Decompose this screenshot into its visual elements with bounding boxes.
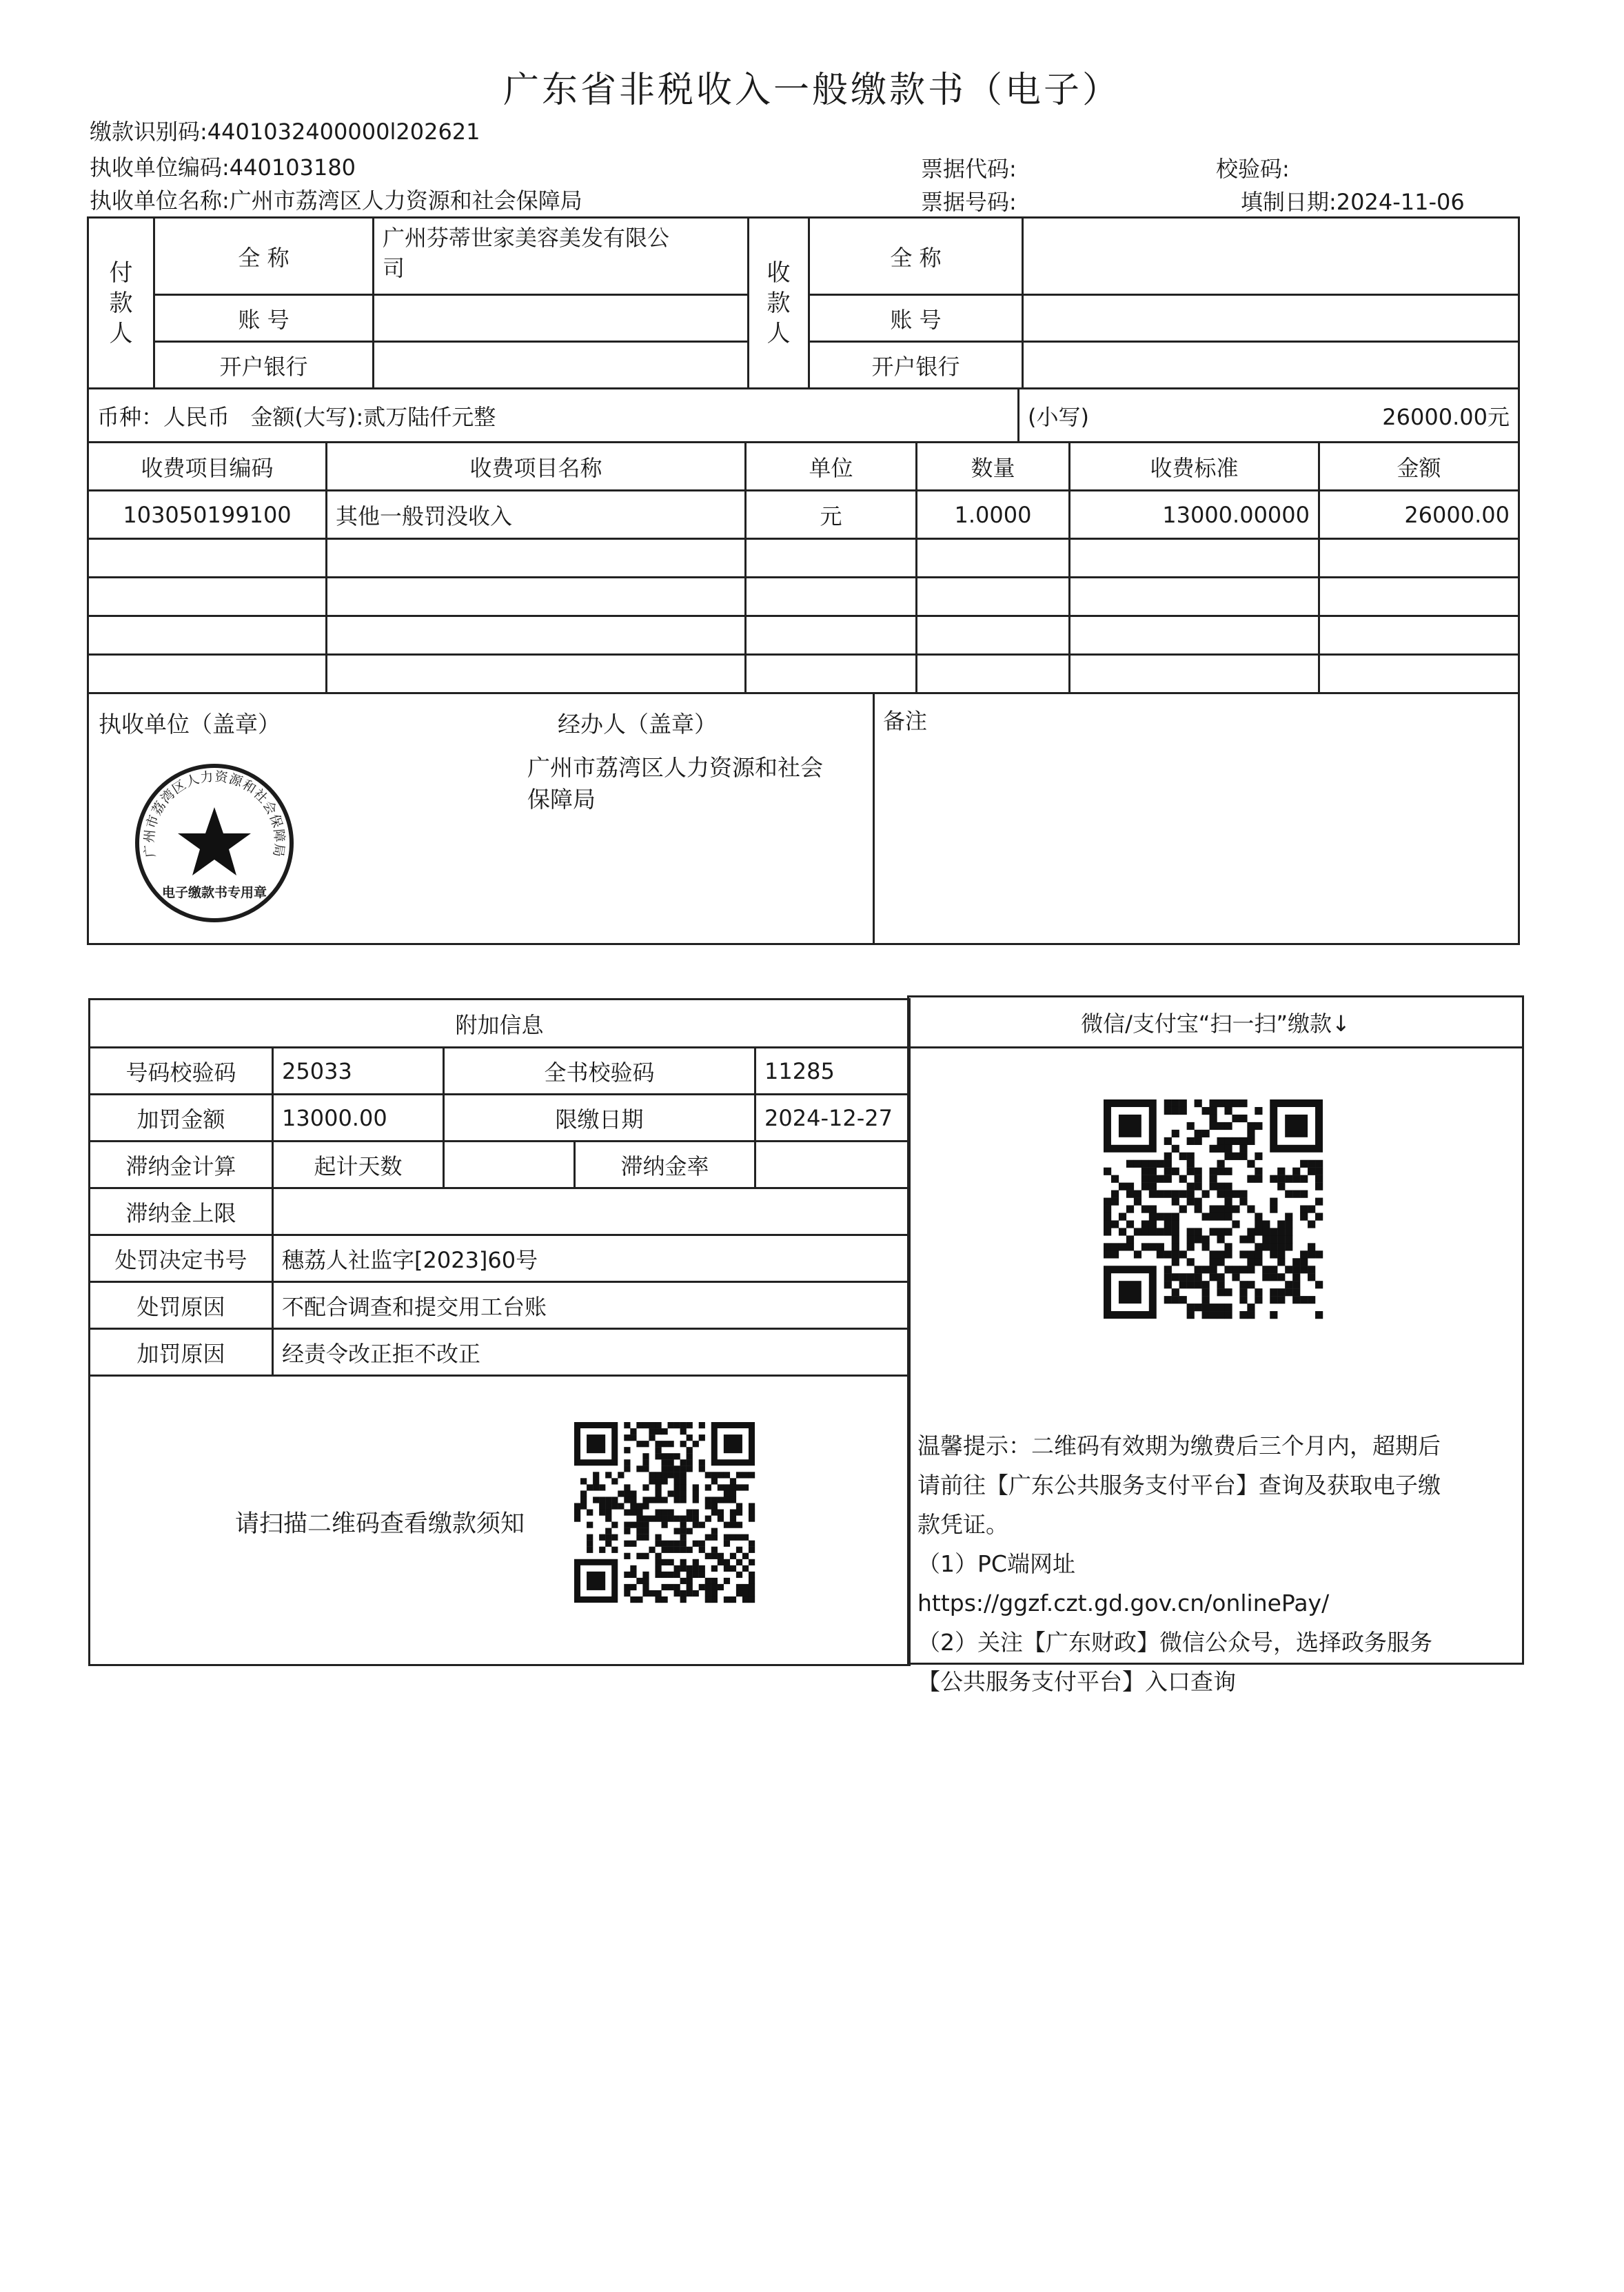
remark-label: 备注 [883,708,928,734]
col-header-quantity: 数量 [917,443,1070,491]
fill-date-line [1241,185,1465,216]
unit-code-label: 执收单位编码: [90,154,230,181]
sign-left-cell [88,693,874,944]
reason-label: 处罚原因 [90,1282,273,1329]
deadline-value: 2024-12-27 [755,1095,910,1142]
pay-hint [917,1426,1441,1701]
payer-name-line1: 广州芬蒂世家美容美发有限公 [383,225,670,251]
penalty-reason-value: 经责令改正拒不改正 [273,1329,910,1376]
pay-panel-table [907,995,1524,1695]
decision-value: 穗荔人社监字[2023]60号 [273,1235,910,1282]
table-row-empty [88,578,1519,616]
handler-name-line2: 保障局 [527,786,596,813]
bill-code-label: 票据代码: [921,156,1017,182]
handler-label: 经办人（盖章） [558,711,717,738]
late-cap-label: 滞纳金上限 [90,1188,273,1235]
payment-qr-code-icon[interactable] [1104,1099,1323,1319]
col-header-unit: 单位 [746,443,917,491]
payee-side-label: 收款人 [749,218,809,389]
payer-account-value [374,295,749,342]
notice-qr-cell [90,1376,910,1665]
amount-small-value: 26000.00元 [1382,403,1510,430]
num-check-value: 25033 [273,1048,444,1095]
payer-name-value [374,218,749,295]
col-header-name: 收费项目名称 [327,443,746,491]
check-code-line [1216,152,1290,183]
payee-account-value [1023,295,1519,342]
unit-code-line [90,150,356,182]
bill-code-line [921,152,1017,183]
payee-name-value [1023,218,1519,295]
table-row-empty [88,539,1519,578]
payee-bank-label: 开户银行 [809,342,1023,389]
document-title: 广东省非税收入一般缴款书（电子） [503,70,1121,111]
bill-no-label: 票据号码: [921,189,1017,215]
notice-qr-code-icon[interactable] [574,1422,755,1603]
late-rate-value [755,1142,910,1188]
unit-name-label: 执收单位名称: [90,187,230,214]
start-days-value [444,1142,575,1188]
items-table [87,441,1520,694]
fill-date-label: 填制日期: [1241,189,1337,215]
item-standard: 13000.00000 [1070,491,1319,539]
hint-line: （2）关注【广东财政】微信公众号，选择政务服务 [917,1629,1432,1656]
scan-notice-text: 请扫描二维码查看缴款须知 [235,1510,525,1538]
start-days-label: 起计天数 [273,1142,444,1188]
penalty-reason-label: 加罚原因 [90,1329,273,1376]
items-header-row [88,443,1519,491]
pay-panel-title: 微信/支付宝“扫一扫”缴款↓ [909,997,1523,1048]
pay-panel-body [909,1048,1523,1695]
check-code-label: 校验码: [1216,156,1290,182]
unit-code-value: 440103180 [229,154,356,181]
item-unit: 元 [746,491,917,539]
payer-name-line2: 司 [383,255,405,281]
num-check-label: 号码校验码 [90,1048,273,1095]
item-amount: 26000.00 [1319,491,1519,539]
official-stamp [132,760,297,926]
amount-table [87,387,1520,443]
col-header-standard: 收费标准 [1070,443,1319,491]
payer-bank-value [374,342,749,389]
penalty-amount-value: 13000.00 [273,1095,444,1142]
item-quantity: 1.0000 [917,491,1070,539]
reason-value: 不配合调查和提交用工台账 [273,1282,910,1329]
late-rate-label: 滞纳金率 [575,1142,755,1188]
payee-account-label: 账 号 [809,295,1023,342]
hint-url[interactable]: https://ggzf.czt.gd.gov.cn/onlinePay/ [917,1590,1330,1616]
pay-id-label: 缴款识别码: [90,119,207,145]
item-code: 103050199100 [88,491,327,539]
unit-name-line [90,183,582,215]
item-name: 其他一般罚没收入 [327,491,746,539]
late-cap-value [273,1188,910,1235]
hint-line: 款凭证。 [917,1511,1008,1538]
payer-name-label: 全 称 [154,218,374,295]
remark-cell [874,693,1519,944]
table-row [88,491,1519,539]
sign-table [87,692,1520,945]
amount-small-cell [1019,389,1519,443]
full-check-label: 全书校验码 [444,1048,755,1095]
pay-id-value: 4401032400000l202621 [207,119,480,145]
pay-id-line [90,114,480,146]
penalty-amount-label: 加罚金额 [90,1095,273,1142]
payer-side-label: 付款人 [88,218,154,389]
extra-info-table [88,998,911,1666]
star-icon [178,807,251,875]
extra-info-title: 附加信息 [90,1000,910,1048]
col-header-amount: 金额 [1319,443,1519,491]
decision-label: 处罚决定书号 [90,1235,273,1282]
payer-payee-table [87,216,1520,389]
payee-bank-value [1023,342,1519,389]
hint-line: 温馨提示：二维码有效期为缴费后三个月内，超期后 [917,1432,1441,1459]
collector-label: 执收单位（盖章） [99,711,281,738]
hint-line: 【公共服务支付平台】入口查询 [917,1668,1236,1695]
hint-line: 请前往【广东公共服务支付平台】查询及获取电子缴 [917,1472,1441,1499]
col-header-code: 收费项目编码 [88,443,327,491]
amount-small-label: (小写) [1028,403,1089,430]
unit-name-value: 广州市荔湾区人力资源和社会保障局 [229,187,582,214]
stamp-bottom-text: 电子缴款书专用章 [161,885,267,900]
table-row-empty [88,655,1519,693]
bill-no-line [921,185,1017,216]
payer-account-label: 账 号 [154,295,374,342]
hint-line: （1）PC端网址 [917,1550,1075,1577]
payee-name-label: 全 称 [809,218,1023,295]
amount-text: 币种：人民币 金额(大写):贰万陆仟元整 [88,389,1019,443]
table-row-empty [88,616,1519,655]
fill-date-value: 2024-11-06 [1336,189,1465,215]
full-check-value: 11285 [755,1048,910,1095]
payer-bank-label: 开户银行 [154,342,374,389]
deadline-label: 限缴日期 [444,1095,755,1142]
stamp-ring-text: 广州市荔湾区人力资源和社会保障局 [141,769,287,859]
handler-name-line1: 广州市荔湾区人力资源和社会 [527,754,823,781]
late-fee-calc-label: 滞纳金计算 [90,1142,273,1188]
handler-name [527,752,823,815]
